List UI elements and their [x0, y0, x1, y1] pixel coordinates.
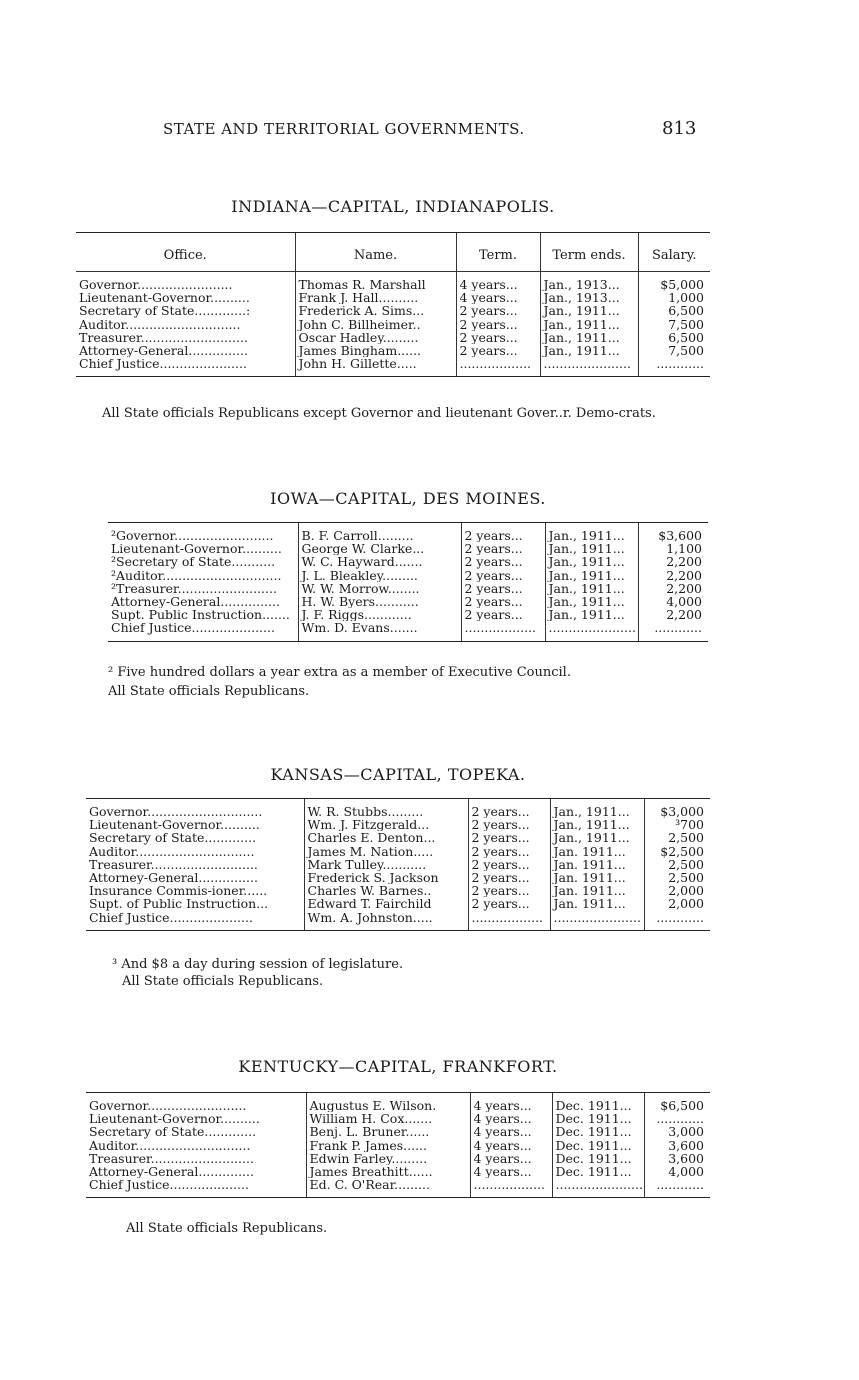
salary-cell: 2,200 — [638, 582, 708, 595]
kansas-footnote: ³ And $8 a day during session of legislature. — [112, 957, 404, 972]
office-cell: Secretary of State............. — [89, 831, 257, 845]
table-row — [76, 318, 710, 331]
term-cell: 2 years... — [468, 871, 550, 884]
term-cell: 4 years... — [470, 1152, 552, 1165]
table-row — [86, 1152, 710, 1165]
salary-cell: ³700 — [644, 818, 710, 831]
term-ends-cell: Jan. 1911... — [550, 858, 644, 871]
salary-cell: ............ — [638, 621, 708, 640]
table-row — [76, 344, 710, 357]
table-row — [108, 621, 708, 640]
term-cell: 4 years... — [470, 1093, 552, 1112]
term-cell: 2 years... — [468, 818, 550, 831]
term-ends-cell: Jan. 1911... — [550, 897, 644, 910]
salary-cell: 2,500 — [644, 831, 710, 844]
name-cell: B. F. Carroll......... — [298, 523, 461, 542]
section-title: IOWA—CAPITAL, DES MOINES. — [270, 489, 546, 508]
table-row — [108, 542, 708, 555]
term-ends-cell: Dec. 1911... — [552, 1152, 644, 1165]
office-cell: Treasurer........................... — [79, 330, 248, 345]
term-cell: .................. — [461, 621, 545, 640]
salary-cell: 2,200 — [638, 608, 708, 621]
name-cell: Frederick A. Sims... — [295, 304, 456, 317]
running-head — [0, 120, 859, 142]
name-cell: John C. Billheimer.. — [295, 318, 456, 331]
office-cell: Attorney-General............... — [89, 871, 258, 885]
term-ends-cell: ...................... — [545, 621, 638, 640]
term-cell: 2 years... — [468, 858, 550, 871]
salary-cell: ............ — [644, 911, 710, 930]
office-cell: Attorney-General............... — [79, 344, 248, 358]
term-ends-cell: Dec. 1911... — [552, 1139, 644, 1152]
salary-cell: 7,500 — [638, 344, 710, 357]
header-term-ends: Term ends. — [540, 233, 638, 272]
name-cell: Edward T. Fairchild — [304, 897, 468, 910]
term-cell: 2 years... — [461, 595, 545, 608]
term-cell: 2 years... — [461, 542, 545, 555]
office-cell: Lieutenant-Governor.......... — [89, 1112, 260, 1126]
name-cell: Frederick S. Jackson — [304, 871, 468, 884]
office-cell: Governor......................... — [89, 1098, 247, 1113]
term-cell: 4 years... — [470, 1125, 552, 1138]
term-ends-cell: Jan., 1911... — [550, 831, 644, 844]
table-row — [86, 911, 710, 930]
term-ends-cell: Jan. 1911... — [550, 845, 644, 858]
term-ends-cell: ...................... — [552, 1178, 644, 1197]
term-ends-cell: Jan., 1911... — [540, 344, 638, 357]
table-row — [86, 871, 710, 884]
office-cell: Attorney-General............... — [111, 595, 280, 609]
term-cell: 2 years... — [468, 845, 550, 858]
table-row — [86, 845, 710, 858]
office-cell: Treasurer........................... — [89, 857, 258, 872]
section-iowa — [108, 488, 708, 642]
name-cell: Ed. C. O'Rear......... — [306, 1178, 470, 1197]
office-cell: Attorney-General.............. — [89, 1165, 254, 1179]
name-cell: George W. Clarke... — [298, 542, 461, 555]
name-cell: Wm. D. Evans....... — [298, 621, 461, 640]
header-term: Term. — [456, 233, 540, 272]
table-row — [86, 799, 710, 818]
office-cell: Chief Justice...................... — [79, 357, 247, 372]
term-cell: 2 years... — [468, 831, 550, 844]
office-cell: Governor........................ — [79, 277, 233, 292]
salary-cell: $3,000 — [644, 799, 710, 818]
office-cell: Secretary of State............. — [89, 1125, 257, 1139]
name-cell: Charles E. Denton... — [304, 831, 468, 844]
table-row — [86, 858, 710, 871]
table-row — [76, 357, 710, 376]
salary-cell: 3,600 — [644, 1139, 710, 1152]
term-cell: 2 years... — [461, 555, 545, 568]
name-cell: John H. Gillette..... — [295, 357, 456, 376]
salary-cell: 3,600 — [644, 1152, 710, 1165]
office-cell: ²Auditor.............................. — [111, 568, 282, 582]
salary-cell: $5,000 — [638, 272, 710, 292]
name-cell: Wm. A. Johnston..... — [304, 911, 468, 930]
name-cell: James Bingham...... — [295, 344, 456, 357]
office-cell: ²Governor......................... — [111, 528, 274, 543]
salary-cell: 2,200 — [638, 569, 708, 582]
name-cell: Edwin Farley......... — [306, 1152, 470, 1165]
name-cell: James M. Nation..... — [304, 845, 468, 858]
term-cell: 2 years... — [461, 569, 545, 582]
table-row — [108, 569, 708, 582]
term-ends-cell: ...................... — [550, 911, 644, 930]
table-row — [108, 582, 708, 595]
salary-cell: 2,500 — [644, 858, 710, 871]
name-cell: Frank J. Hall.......... — [295, 291, 456, 304]
term-cell: 2 years... — [456, 344, 540, 357]
table-row — [108, 523, 708, 542]
salary-cell: 2,000 — [644, 884, 710, 897]
kentucky-note: All State officials Republicans. — [126, 1221, 328, 1236]
name-cell: Charles W. Barnes.. — [304, 884, 468, 897]
salary-cell: 2,000 — [644, 897, 710, 910]
salary-cell: 1,000 — [638, 291, 710, 304]
office-cell: Chief Justice..................... — [89, 910, 253, 925]
term-ends-cell: Jan., 1913... — [540, 291, 638, 304]
term-ends-cell: Jan., 1911... — [540, 304, 638, 317]
section-title: KENTUCKY—CAPITAL, FRANKFORT. — [238, 1057, 558, 1076]
name-cell: W. C. Hayward....... — [298, 555, 461, 568]
page-number: 813 — [662, 118, 697, 139]
name-cell: W. R. Stubbs......... — [304, 799, 468, 818]
term-ends-cell: Dec. 1911... — [552, 1112, 644, 1125]
salary-cell: 6,500 — [638, 331, 710, 344]
name-cell: W. W. Morrow........ — [298, 582, 461, 595]
header-office: Office. — [76, 233, 295, 272]
section-indiana — [76, 196, 710, 377]
term-ends-cell: Jan. 1911... — [550, 884, 644, 897]
header-salary: Salary. — [638, 233, 710, 272]
office-cell: Secretary of State.............: — [79, 304, 251, 318]
salary-cell: $3,600 — [638, 523, 708, 542]
term-ends-cell: Dec. 1911... — [552, 1165, 644, 1178]
salary-cell: 3,000 — [644, 1125, 710, 1138]
term-cell: 2 years... — [461, 608, 545, 621]
name-cell: Mark Tulley........... — [304, 858, 468, 871]
term-ends-cell: Jan., 1911... — [550, 818, 644, 831]
name-cell: H. W. Byers........... — [298, 595, 461, 608]
table-row — [76, 291, 710, 304]
term-cell: 2 years... — [456, 331, 540, 344]
salary-cell: ............ — [644, 1178, 710, 1197]
kansas-note: All State officials Republicans. — [122, 974, 324, 989]
term-ends-cell: Jan., 1911... — [545, 608, 638, 621]
term-cell: 2 years... — [468, 884, 550, 897]
salary-cell: ............ — [638, 357, 710, 376]
term-cell: 2 years... — [456, 304, 540, 317]
table-row — [86, 1165, 710, 1178]
office-cell: Auditor............................. — [89, 1138, 251, 1152]
term-cell: 2 years... — [468, 897, 550, 910]
name-cell: Wm. J. Fitzgerald... — [304, 818, 468, 831]
term-cell: 2 years... — [456, 318, 540, 331]
term-cell: 2 years... — [461, 523, 545, 542]
indiana-note: All State officials Republicans except Governor and lieutenant Gover..r. Demo-crats. — [102, 406, 656, 421]
iowa-note: All State officials Republicans. — [108, 684, 310, 699]
office-cell: Auditor............................. — [79, 317, 241, 331]
table-row — [86, 1112, 710, 1125]
salary-cell: 4,000 — [644, 1165, 710, 1178]
salary-cell: ............ — [644, 1112, 710, 1125]
officials-table — [108, 522, 708, 642]
table-row — [86, 1093, 710, 1112]
term-ends-cell: Jan., 1911... — [545, 595, 638, 608]
term-ends-cell: Jan., 1911... — [545, 582, 638, 595]
term-cell: .................. — [470, 1178, 552, 1197]
term-ends-cell: Jan., 1913... — [540, 272, 638, 292]
name-cell: J. L. Bleakley......... — [298, 569, 461, 582]
term-cell: 2 years... — [468, 799, 550, 818]
table-row — [76, 331, 710, 344]
office-cell: Insurance Commis-ioner...... — [89, 884, 268, 898]
term-ends-cell: Dec. 1911... — [552, 1125, 644, 1138]
office-cell: ²Treasurer......................... — [111, 581, 277, 596]
name-cell: James Breathitt...... — [306, 1165, 470, 1178]
section-title: KANSAS—CAPITAL, TOPEKA. — [270, 765, 526, 784]
term-ends-cell: ...................... — [540, 357, 638, 376]
table-row — [76, 272, 710, 292]
term-ends-cell: Jan., 1911... — [550, 799, 644, 818]
name-cell: Benj. L. Bruner...... — [306, 1125, 470, 1138]
officials-table — [76, 232, 710, 377]
name-cell: Thomas R. Marshall — [295, 272, 456, 292]
term-cell: 4 years... — [470, 1139, 552, 1152]
salary-cell: $6,500 — [644, 1093, 710, 1112]
table-row — [86, 884, 710, 897]
term-cell: 4 years... — [470, 1165, 552, 1178]
iowa-footnote: ² Five hundred dollars a year extra as a member of Executive Council. — [108, 665, 571, 680]
term-cell: 4 years... — [470, 1112, 552, 1125]
office-cell: Supt. of Public Instruction... — [89, 897, 269, 911]
salary-cell: 6,500 — [638, 304, 710, 317]
table-row — [86, 1178, 710, 1197]
term-ends-cell: Jan., 1911... — [540, 331, 638, 344]
salary-cell: 2,500 — [644, 871, 710, 884]
office-cell: Chief Justice..................... — [111, 621, 275, 636]
section-kentucky — [86, 1056, 710, 1198]
name-cell: J. F. Riggs............ — [298, 608, 461, 621]
running-head-title: STATE AND TERRITORIAL GOVERNMENTS. — [163, 120, 525, 138]
name-cell: William H. Cox....... — [306, 1112, 470, 1125]
term-cell: 4 years... — [456, 291, 540, 304]
salary-cell: 1,100 — [638, 542, 708, 555]
salary-cell: 4,000 — [638, 595, 708, 608]
table-row — [108, 555, 708, 568]
term-ends-cell: Jan., 1911... — [545, 542, 638, 555]
term-ends-cell: Dec. 1911... — [552, 1093, 644, 1112]
name-cell: Augustus E. Wilson. — [306, 1093, 470, 1112]
salary-cell: 7,500 — [638, 318, 710, 331]
table-row — [86, 831, 710, 844]
table-row — [76, 304, 710, 317]
term-ends-cell: Jan., 1911... — [545, 555, 638, 568]
officials-table — [86, 798, 710, 931]
term-cell: .................. — [456, 357, 540, 376]
term-ends-cell: Jan., 1911... — [545, 523, 638, 542]
term-ends-cell: Jan., 1911... — [540, 318, 638, 331]
office-cell: Lieutenant-Governor.......... — [79, 291, 250, 305]
table-row — [108, 608, 708, 621]
term-cell: 4 years... — [456, 272, 540, 292]
table-row — [86, 1125, 710, 1138]
office-cell: ²Secretary of State........... — [111, 555, 276, 569]
office-cell: Supt. Public Instruction....... — [111, 608, 290, 622]
term-cell: 2 years... — [461, 582, 545, 595]
name-cell: Frank P. James...... — [306, 1139, 470, 1152]
table-header-row — [76, 233, 710, 272]
section-title: INDIANA—CAPITAL, INDIANAPOLIS. — [231, 197, 555, 216]
office-cell: Governor............................. — [89, 804, 263, 819]
term-ends-cell: Jan., 1911... — [545, 569, 638, 582]
office-cell: Treasurer.......................... — [89, 1151, 254, 1166]
table-row — [86, 1139, 710, 1152]
salary-cell: $2,500 — [644, 845, 710, 858]
salary-cell: 2,200 — [638, 555, 708, 568]
header-name: Name. — [295, 233, 456, 272]
term-cell: .................. — [468, 911, 550, 930]
table-row — [86, 897, 710, 910]
office-cell: Lieutenant-Governor.......... — [89, 818, 260, 832]
name-cell: Oscar Hadley......... — [295, 331, 456, 344]
office-cell: Auditor.............................. — [89, 844, 255, 858]
section-kansas — [86, 764, 710, 931]
table-row — [86, 818, 710, 831]
officials-table — [86, 1092, 710, 1198]
table-row — [108, 595, 708, 608]
term-ends-cell: Jan. 1911... — [550, 871, 644, 884]
office-cell: Chief Justice.................... — [89, 1178, 249, 1193]
office-cell: Lieutenant-Governor.......... — [111, 542, 282, 556]
